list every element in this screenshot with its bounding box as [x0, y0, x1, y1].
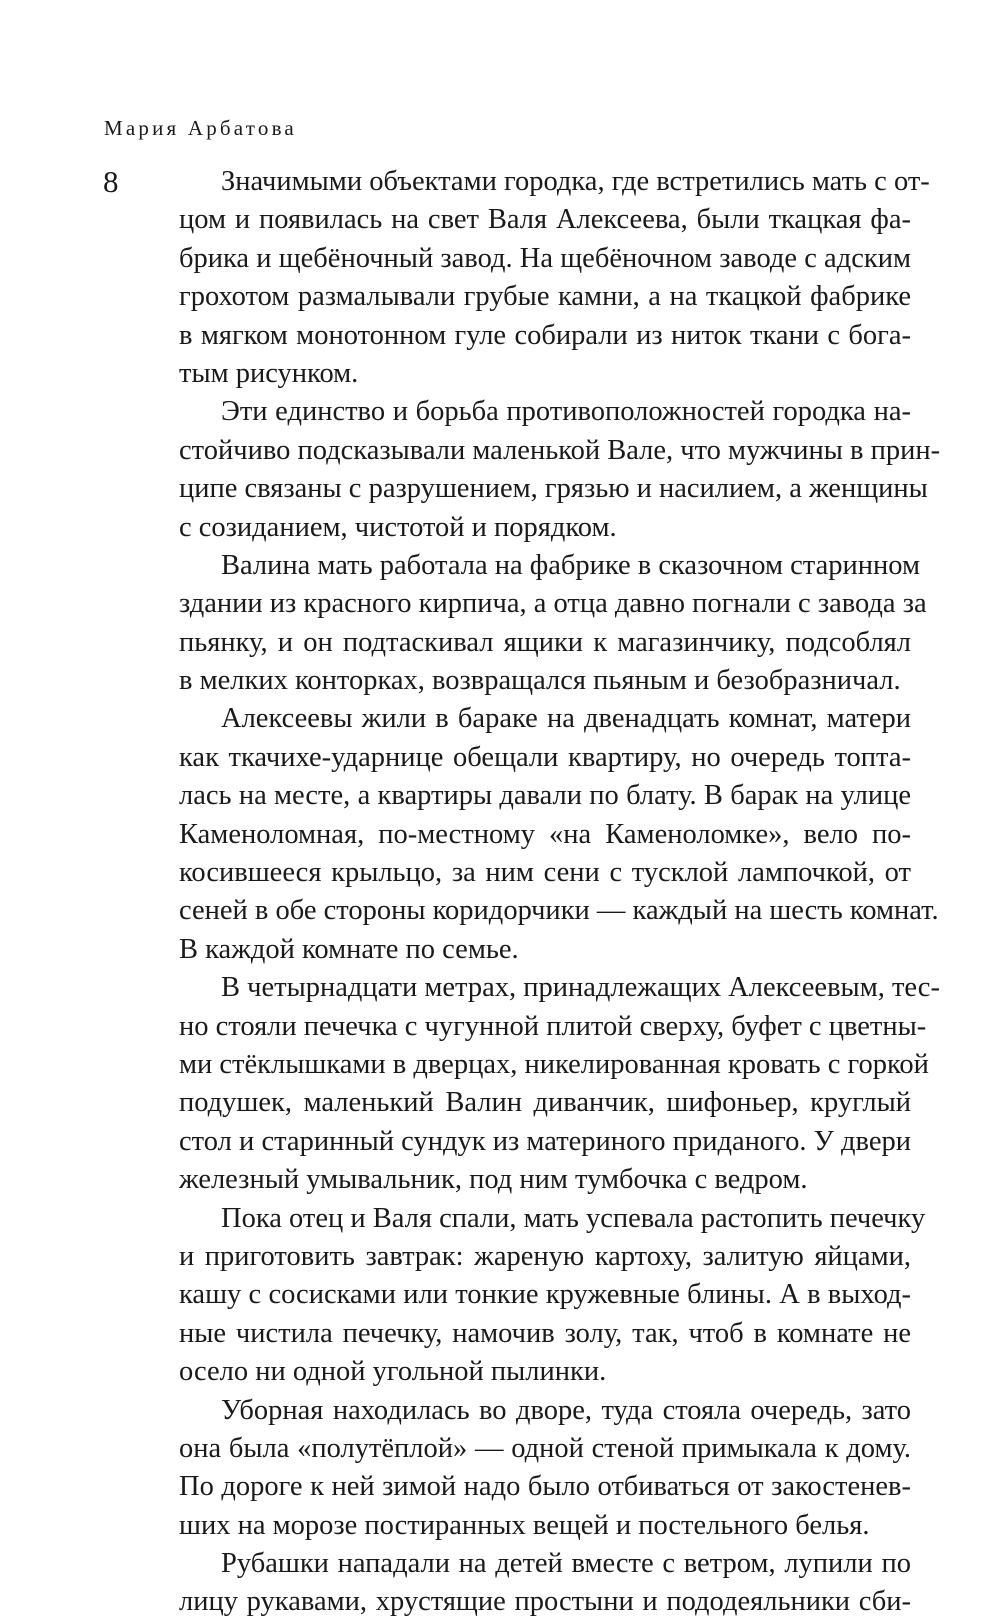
text-line: железный умывальник, под ним тумбочка с ведром. — [179, 1164, 808, 1196]
text-line: ших на морозе постиранных вещей и постельного белья. — [179, 1509, 870, 1541]
running-head: Мария Арбатова — [104, 116, 297, 140]
text-line: и приготовить завтрак: жареную картоху, залитую яйцами, — [179, 1240, 911, 1272]
text-line: цом и появилась на свет Валя Алексеева, были ткацкая фа- — [179, 204, 911, 236]
text-line: пьянку, и он подтаскивал ящики к магазинчику, подсоблял — [179, 626, 911, 658]
text-line: в мелких конторках, возвращался пьяным и безобразничал. — [179, 665, 901, 697]
text-line: стойчиво подсказывали маленькой Вале, что мужчины в прин- — [179, 434, 941, 466]
text-line: но стояли печечка с чугунной плитой сверху, буфет с цветны- — [179, 1010, 927, 1042]
text-line: грохотом размалывали грубые камни, а на ткацкой фабрике — [179, 281, 911, 313]
text-line: лась на месте, а квартиры давали по блату. В барак на улице — [179, 780, 911, 812]
text-line: Уборная находилась во дворе, туда стояла очередь, зато — [221, 1394, 911, 1426]
text-line: косившееся крыльцо, за ним сени с тусклой лампочкой, от — [179, 857, 911, 889]
page-number: 8 — [103, 164, 119, 199]
text-line: Пока отец и Валя спали, мать успевала растопить печечку — [221, 1202, 926, 1234]
text-line: ные чистила печечку, намочив золу, так, чтоб в комнате не — [179, 1317, 911, 1349]
text-line: ципе связаны с разрушением, грязью и насилием, а женщины — [179, 473, 928, 505]
text-line: брика и щебёночный завод. На щебёночном заводе с адским — [179, 242, 911, 274]
text-line: осело ни одной угольной пылинки. — [179, 1356, 607, 1388]
text-line: Эти единство и борьба противоположностей городка на- — [221, 396, 911, 428]
text-line: тым рисунком. — [179, 357, 359, 389]
text-line: кашу с сосисками или тонкие кружевные блины. А в выход- — [179, 1279, 911, 1311]
text-line: Рубашки нападали на детей вместе с ветром, лупили по — [221, 1548, 911, 1580]
body-text — [179, 163, 941, 1622]
text-line: здании из красного кирпича, а отца давно погнали с завода за — [179, 588, 927, 620]
text-line: лицу рукавами, хрустящие простыни и пододеяльники сби- — [179, 1586, 911, 1618]
text-line: Значимыми объектами городка, где встретились мать с от- — [221, 166, 930, 197]
text-line: Алексеевы жили в бараке на двенадцать комнат, матери — [221, 703, 911, 735]
text-line: В каждой комнате по семье. — [179, 933, 519, 965]
text-line: ми стёклышками в дверцах, никелированная кровать с горкой — [179, 1048, 929, 1080]
text-line: В четырнадцати метрах, принадлежащих Алексеевым, тес- — [221, 972, 940, 1004]
text-line: По дороге к ней зимой надо было отбиваться от закостенев- — [179, 1471, 911, 1503]
text-line: сеней в обе стороны коридорчики — каждый на шесть комнат. — [179, 895, 939, 927]
text-line: подушек, маленький Валин диванчик, шифоньер, круглый — [179, 1087, 911, 1119]
text-line: она была «полутёплой» — одной стеной примыкала к дому. — [179, 1432, 911, 1464]
text-line: стол и старинный сундук из материного приданого. У двери — [179, 1125, 911, 1157]
text-line: Каменоломная, по-местному «на Каменоломке», вело по- — [179, 818, 911, 850]
text-line: как ткачихе-ударнице обещали квартиру, но очередь топта- — [179, 741, 911, 773]
text-line: Валина мать работала на фабрике в сказочном старинном — [221, 549, 920, 581]
text-line: с созиданием, чистотой и порядком. — [179, 511, 617, 543]
text-line: в мягком монотонном гуле собирали из ниток ткани с бога- — [179, 319, 911, 351]
